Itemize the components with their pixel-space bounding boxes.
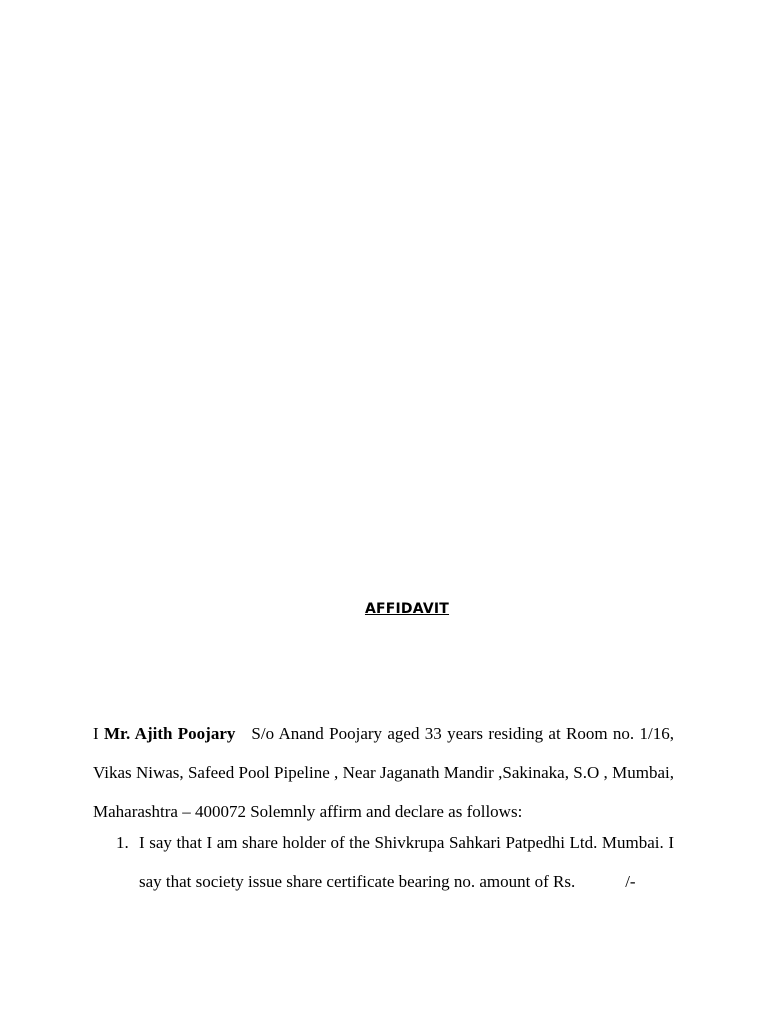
intro-paragraph	[93, 714, 674, 831]
list-item-suffix: /-	[625, 872, 636, 891]
list-item-number: 1.	[116, 833, 129, 852]
list-item	[93, 823, 674, 901]
list-item-text: I say that I am share holder of the Shivkrupa Sahkari Patpedhi Ltd. Mumbai. I say that society issue share certificate bearing no. amount of Rs.	[139, 833, 674, 891]
document-title: AFFIDAVIT	[364, 601, 450, 617]
deponent-name: Mr. Ajith Poojary	[104, 724, 236, 743]
intro-body: S/o Anand Poojary aged 33 years residing at Room no. 1/16, Vikas Niwas, Safeed Pool Pipeline , Near Jaganath Mandir ,Sakinaka, S.O , Mumbai, Maharashtra – 400072 Solemnly affirm and declare as follows:	[93, 724, 674, 821]
declaration-list	[93, 823, 674, 901]
intro-prefix: I	[93, 724, 104, 743]
